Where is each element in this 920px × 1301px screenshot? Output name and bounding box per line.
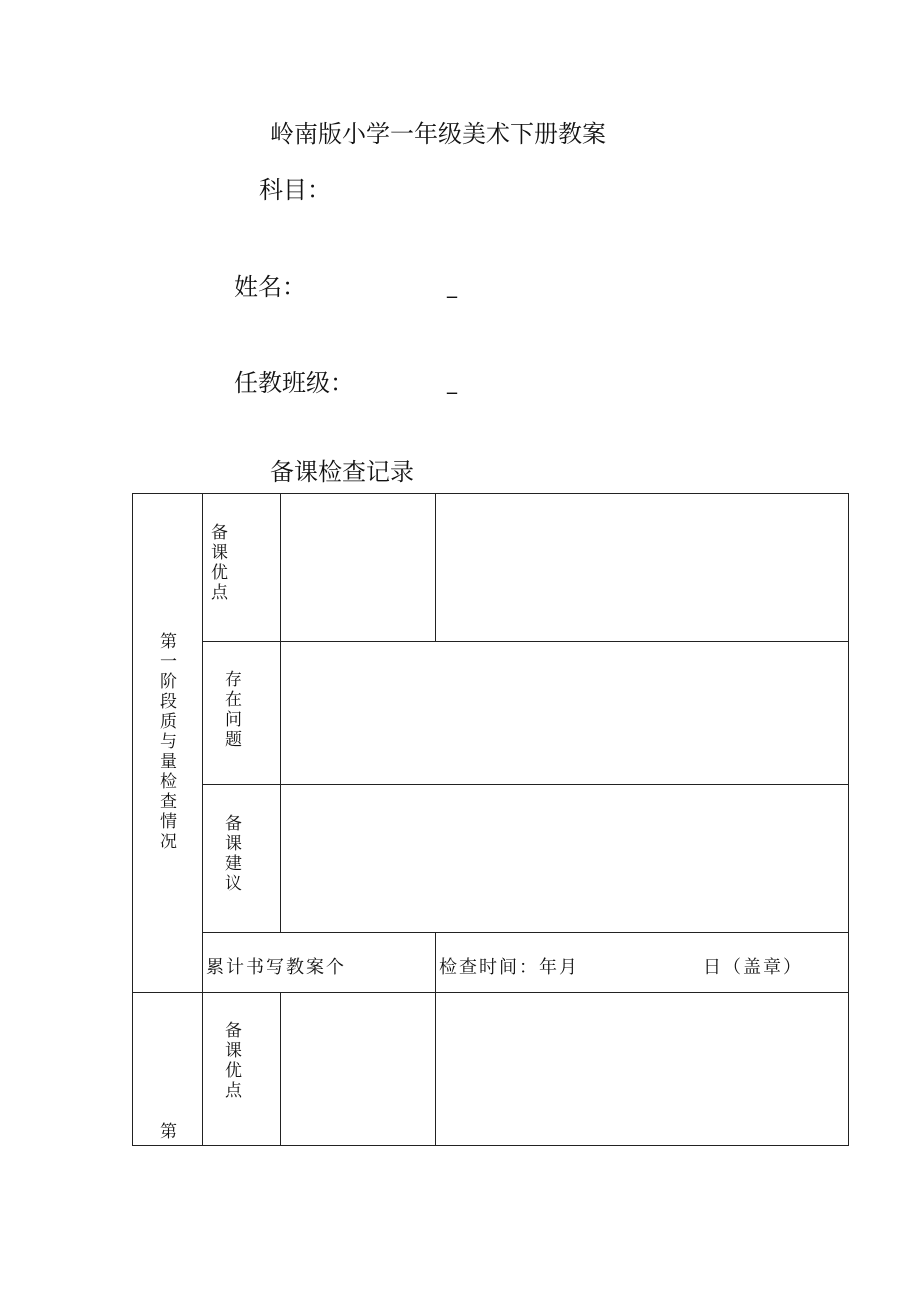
- col-divider: [280, 493, 281, 932]
- stage2-label: 第: [156, 1122, 176, 1142]
- record-title: 备课检查记录: [270, 458, 414, 486]
- day-seal-text: 日（盖章）: [703, 957, 803, 978]
- table-border-left: [132, 493, 133, 1146]
- class-label: 任教班级：: [234, 369, 354, 397]
- col-divider: [435, 932, 436, 1146]
- row-divider: [202, 641, 849, 642]
- problems-label: 存在问题: [221, 670, 241, 750]
- col-divider: [435, 493, 436, 642]
- table-border-right: [848, 493, 849, 1146]
- col-divider: [280, 992, 281, 1146]
- merits-label: 备课优点: [207, 523, 227, 603]
- lesson-count-text: 累计书写教案个: [206, 957, 346, 978]
- table-border-bottom: [132, 1145, 849, 1146]
- check-time-text: 检查时间：年月: [439, 957, 579, 978]
- name-label: 姓名：: [234, 273, 306, 301]
- col-divider: [202, 493, 203, 1146]
- row-divider: [202, 932, 849, 933]
- table-border-top: [132, 493, 849, 494]
- stage-divider: [132, 992, 849, 993]
- stage2-merits-label: 备课优点: [221, 1021, 241, 1101]
- document-title: 岭南版小学一年级美术下册教案: [270, 120, 606, 148]
- class-field: _: [447, 370, 457, 394]
- suggestions-label: 备课建议: [221, 814, 241, 894]
- subject-label: 科目：: [259, 176, 331, 204]
- name-field: _: [447, 274, 457, 298]
- row-divider: [202, 784, 849, 785]
- stage1-label: 第一阶段质与量检查情况: [156, 632, 176, 852]
